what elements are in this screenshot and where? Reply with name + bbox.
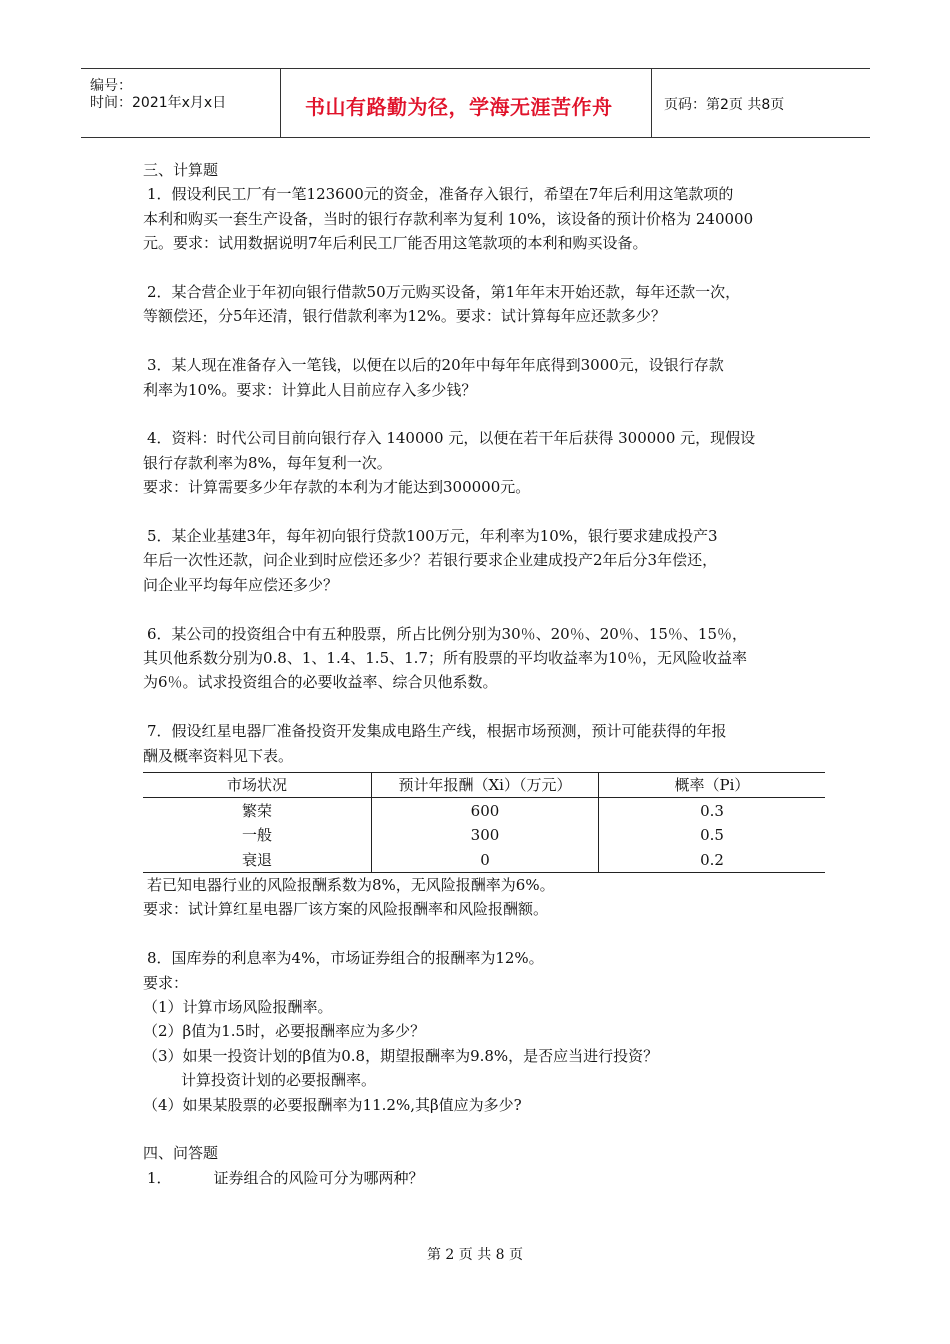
motto: 书山有路勤为径，学海无涯苦作舟 [305, 95, 613, 119]
section-title-qa: 四、问答题 [143, 1144, 219, 1163]
page-header [81, 68, 870, 138]
q2-line: 等额偿还，分5年还清，银行借款利率为12%。要求：试计算每年应还款多少？ [143, 307, 666, 326]
number-label: 编号： [90, 78, 132, 94]
q4-line: 银行存款利率为8%，每年复利一次。 [143, 453, 392, 472]
page-code: 页码：第2页 共8页 [664, 97, 785, 113]
q8-line: 计算投资计划的必要报酬率。 [181, 1071, 377, 1090]
q7-line: 7．假设红星电器厂准备投资开发集成电路生产线，根据市场预测，预计可能获得的年报 [147, 722, 727, 741]
section-title-calc: 三、计算题 [143, 161, 219, 179]
qa1-text: 证券组合的风险可分为哪两种？ [213, 1168, 424, 1187]
table-header-cell: 概率（Pi） [599, 773, 826, 798]
q8-line: （2）β值为1.5时，必要报酬率应为多少？ [143, 1022, 426, 1041]
table-header-cell: 市场状况 [143, 773, 372, 798]
header-motto-cell [281, 69, 652, 137]
header-page-cell [652, 69, 870, 137]
q8-line: （3）如果一投资计划的β值为0.8，期望报酬率为9.8%，是否应当进行投资？ [143, 1046, 659, 1065]
table-cell: 300 [372, 823, 599, 848]
q8-line: 要求： [143, 973, 189, 992]
table-cell: 0.5 [599, 823, 826, 848]
q7-line: 酬及概率资料见下表。 [143, 746, 294, 765]
table-header-row [143, 773, 825, 798]
table-row [143, 798, 825, 823]
q6-line: 其贝他系数分别为0.8、1、1.4、1.5、1.7；所有股票的平均收益率为10％，无风险收益率 [143, 649, 748, 668]
q3-line: 利率为10%。要求：计算此人目前应存入多少钱？ [143, 380, 477, 399]
header-info-cell [81, 69, 281, 137]
q3-line: 3．某人现在准备存入一笔钱，以便在以后的20年中每年年底得到3000元，设银行存款 [147, 356, 724, 375]
qa1-line [143, 1166, 833, 1190]
q8-line: （1）计算市场风险报酬率。 [143, 997, 333, 1016]
q5-line: 5．某企业基建3年，每年初向银行贷款100万元，年利率为10%，银行要求建成投产3 [147, 527, 718, 546]
table-cell: 0 [372, 847, 599, 872]
q1-line: 元。要求：试用数据说明7年后利民工厂能否用这笔款项的本利和购买设备。 [143, 234, 648, 253]
q7-after-line: 若已知电器行业的风险报酬系数为8%，无风险报酬率为6%。 [147, 875, 555, 894]
table-cell: 0.2 [599, 847, 826, 872]
table-cell: 繁荣 [241, 801, 272, 820]
q4-line: 要求：计算需要多少年存款的本利为才能达到300000元。 [143, 478, 531, 497]
document-body [143, 158, 833, 1190]
q5-line: 年后一次性还款，问企业到时应偿还多少？若银行要求企业建成投产2年后分3年偿还， [143, 551, 718, 570]
q7-after-line: 要求：试计算红星电器厂该方案的风险报酬率和风险报酬额。 [143, 900, 549, 919]
table-cell: 一般 [241, 826, 272, 845]
q6-line: 为6％。试求投资组合的必要收益率、综合贝他系数。 [143, 673, 498, 692]
table-row [143, 823, 825, 848]
q2-line: 2．某合营企业于年初向银行借款50万元购买设备，第1年年末开始还款，每年还款一次， [147, 283, 741, 302]
page-footer: 第 2 页 共 8 页 [426, 1247, 524, 1263]
q6-line: 6．某公司的投资组合中有五种股票，所占比例分别为30％、20％、20％、15％、15％， [147, 624, 747, 643]
q4-line: 4．资料：时代公司目前向银行存入 140000 元，以便在若干年后获得 300000 元，现假设 [147, 429, 756, 448]
qa1-number: 1． [147, 1168, 172, 1187]
table-cell: 衰退 [143, 847, 372, 872]
table-cell: 600 [372, 798, 599, 823]
q8-line: 8．国库券的利息率为4%，市场证券组合的报酬率为12%。 [147, 949, 544, 968]
q8-line: （4）如果某股票的必要报酬率为11.2%,其β值应为多少? [143, 1095, 522, 1114]
q1-line: 1．假设利民工厂有一笔123600元的资金，准备存入银行，希望在7年后利用这笔款项的 [147, 185, 734, 204]
table-row [143, 847, 825, 872]
table-cell: 0.3 [599, 798, 826, 823]
table-header-cell: 预计年报酬（Xi）（万元） [372, 773, 599, 798]
q5-line: 问企业平均每年应偿还多少？ [143, 575, 339, 594]
q1-line: 本利和购买一套生产设备，当时的银行存款利率为复利 10%，该设备的预计价格为 240000 [143, 209, 754, 228]
q7-table [143, 772, 825, 873]
time-label: 时间：2021年x月x日 [90, 95, 227, 111]
